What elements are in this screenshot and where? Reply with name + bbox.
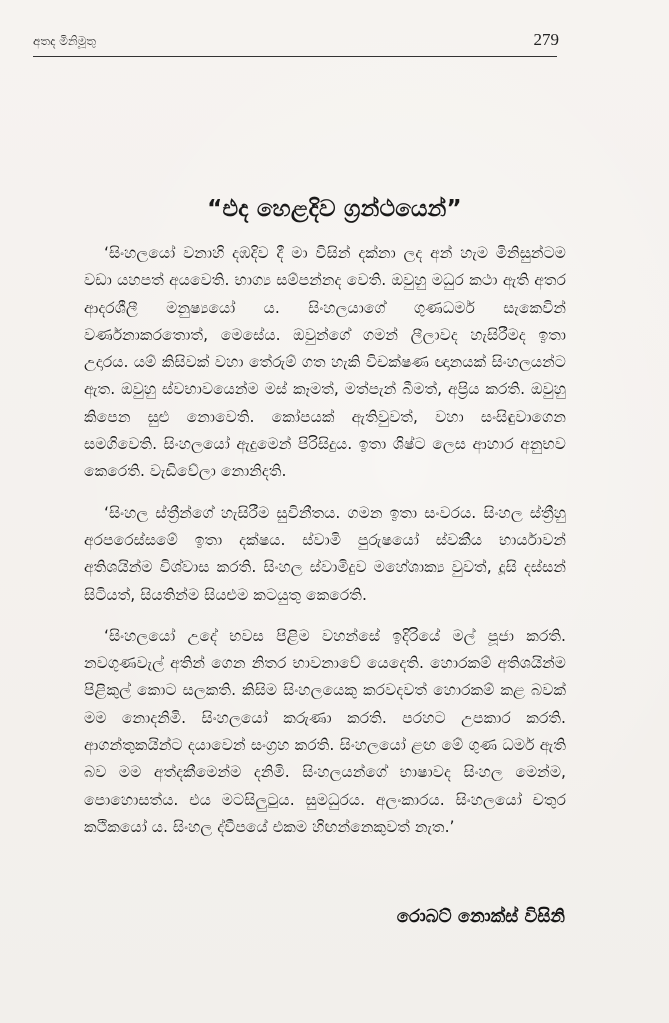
author-signature: රොබට් නොක්ස් විසිනි bbox=[396, 906, 565, 927]
paragraph-1: ‘සිංහලයෝ වනාහි දඹදිව දී මා විසින් දක්නා ලද අන් හැම මිනිසුන්ටම වඩා යහපත් අයවෙති. භාග්‍ය සම්පන්නද වෙති. ඔවුහු මධුර කථා ඇති අතර ආදරශීලී මනුෂ්‍යයෝ ය. සිංහලයාගේ ගුණධර්ම සැකෙවින් වර්ණනාකරතොත්, මෙසේය. ඔවුන්ගේ ගමන් ලීලාවද හැසිරීමද ඉතා උදාරය. යම් කිසිවක් වහා තේරුම් ගත හැකි විචක්ෂණ ඥානයක් සිංහලයන්ට ඇත. ඔවුහු ස්වභාවයෙන්ම මස් කෑමත්, මත්පැන් බීමත්, අප්‍රිය කරති. ඔවුහු කිපෙන සුළු නොවෙති. කෝපයක් ඇතිවුවත්, වහා සංසිඳුවාගෙන සමගිවෙති. සිංහලයෝ ඇදුමෙන් පිරිසිදුය. ඉතා ශිෂ්ට ලෙස ආහාර අනුභව කෙරෙති. වැඩිවේලා නොනිදති. bbox=[84, 244, 566, 481]
running-head-title: අතද මිනිමූතු bbox=[33, 34, 97, 48]
page-number: 279 bbox=[533, 30, 559, 49]
section-title: “එද හෙළදිව ග්‍රන්ථයෙන්” bbox=[207, 196, 462, 222]
paragraph-3: ‘සිංහලයෝ උදේ භවස පිළිම වහන්සේ ඉදිරියේ මල් පූජා කරති. නවගුණවැල් අතින් ගෙන නිතර භාවනාවේ යෙදෙති. හොරකම් අතිශයින්ම පිළිකුල් කොට සලකති. කිසිම සිංහලයෙකු කරවදවත් හොරකම් කළ බවක් මම නොදනිමි. සිංහලයෝ කරුණා කරති. පරහට උපකාර කරති. ආගන්තුකයින්ට දයාවෙන් සංග්‍රහ කරති. සිංහලයෝ ළඟ මේ ගුණ ධර්ම ඇති බව මම අත්දකීමෙන්ම දනිමි. සිංහලයන්ගේ භාෂාවද සිංහල මෙන්ම, පොහොසත්ය. එය මටසිලුටුය. සුමධුරය. අලංකාරය. සිංහලයෝ චතුර කථිකයෝ ය. සිංහල ද්වීපයේ එකම හිඟන්නෙකුවත් නැත.’ bbox=[84, 626, 566, 836]
header-rule bbox=[33, 56, 557, 57]
paragraph-2: ‘සිංහල ස්ත්‍රීන්ගේ හැසිරීම සුවිනීතය. ගමන ඉතා සංවරය. සිංහල ස්ත්‍රීහු අරපරෙස්සමේ ඉතා දක්ෂය. ස්වාමි පුරුෂයෝ ස්වකීය භාර්යාවන් අතිශයින්ම විශ්වාස කරති. සිංහල ස්වාමිදුව මහේශාක්‍ය වුවත්, දූසි දස්සන් සිටියත්, සියතින්ම සියළුම කටයුතු කෙරෙති. bbox=[84, 503, 566, 604]
body-text bbox=[84, 240, 566, 841]
